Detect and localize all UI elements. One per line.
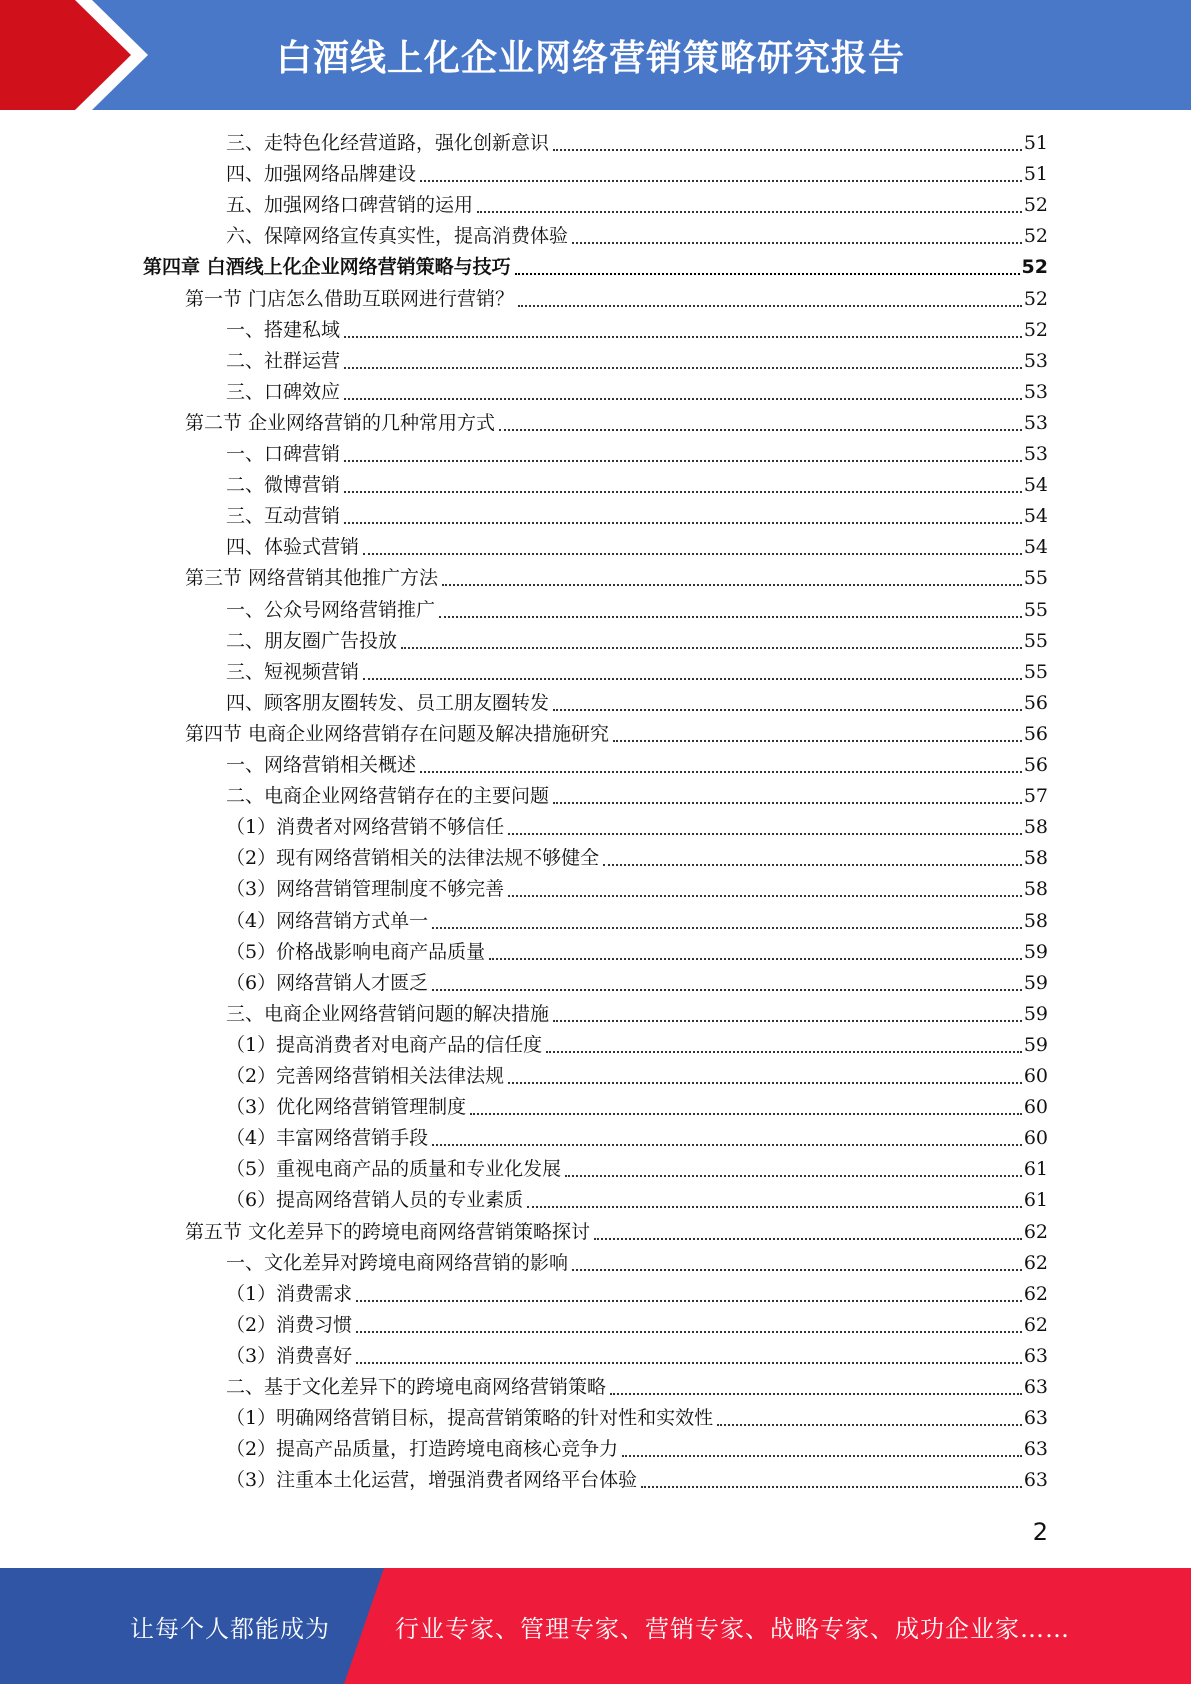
toc-entry-label: （2）现有网络营销相关的法律法规不够健全 bbox=[226, 847, 600, 870]
toc-dot-leader bbox=[420, 180, 1022, 182]
toc-entry-page: 56 bbox=[1023, 722, 1048, 745]
toc-entry-label: （5）重视电商产品的质量和专业化发展 bbox=[226, 1158, 562, 1181]
toc-subsection-entry[interactable] bbox=[226, 1372, 1048, 1403]
toc-entry-label: 四、加强网络品牌建设 bbox=[226, 163, 417, 186]
toc-subsection-entry[interactable] bbox=[226, 1030, 1048, 1061]
toc-dot-leader bbox=[432, 989, 1022, 991]
toc-entry-label: （1）消费需求 bbox=[226, 1282, 353, 1305]
toc-section-entry[interactable] bbox=[185, 563, 1048, 594]
page-number: 2 bbox=[1032, 1518, 1048, 1546]
toc-dot-leader bbox=[499, 429, 1022, 431]
toc-subsection-entry[interactable] bbox=[226, 781, 1048, 812]
toc-dot-leader bbox=[641, 1486, 1022, 1488]
toc-entry-page: 59 bbox=[1023, 1033, 1048, 1056]
toc-entry-page: 54 bbox=[1023, 505, 1048, 528]
toc-entry-label: 二、基于文化差异下的跨境电商网络营销策略 bbox=[226, 1376, 607, 1398]
toc-entry-label: 二、微博营销 bbox=[226, 474, 341, 497]
toc-dot-leader bbox=[717, 1424, 1022, 1426]
toc-entry-page: 62 bbox=[1023, 1251, 1048, 1274]
toc-dot-leader bbox=[401, 647, 1022, 649]
toc-entry-page: 60 bbox=[1023, 1127, 1048, 1150]
toc-dot-leader bbox=[565, 1175, 1022, 1177]
toc-subsection-entry[interactable] bbox=[226, 1123, 1048, 1154]
footer-slogan-left: 让每个人都能成为 bbox=[130, 1614, 330, 1643]
page-header bbox=[0, 0, 1191, 110]
toc-entry-label: （6）提高网络营销人员的专业素质 bbox=[226, 1189, 524, 1212]
toc-subsection-entry[interactable] bbox=[226, 1185, 1048, 1216]
toc-entry-label: 一、公众号网络营销推广 bbox=[226, 598, 436, 621]
toc-entry-label: 三、短视频营销 bbox=[226, 660, 360, 683]
toc-dot-leader bbox=[610, 1393, 1022, 1395]
toc-dot-leader bbox=[470, 1113, 1022, 1115]
toc-entry-label: 一、文化差异对跨境电商网络营销的影响 bbox=[226, 1251, 569, 1274]
toc-entry-page: 55 bbox=[1023, 629, 1048, 652]
toc-dot-leader bbox=[489, 958, 1022, 960]
toc-chapter-entry[interactable] bbox=[143, 252, 1048, 283]
toc-entry-label: 第五节 文化差异下的跨境电商网络营销策略探讨 bbox=[185, 1220, 591, 1243]
toc-subsection-entry[interactable] bbox=[226, 439, 1048, 470]
toc-subsection-entry[interactable] bbox=[226, 346, 1048, 377]
toc-subsection-entry[interactable] bbox=[226, 750, 1048, 781]
toc-entry-label: 二、朋友圈广告投放 bbox=[226, 629, 398, 652]
toc-section-entry[interactable] bbox=[185, 408, 1048, 439]
toc-entry-label: （3）优化网络营销管理制度 bbox=[226, 1096, 467, 1119]
toc-entry-page: 52 bbox=[1023, 318, 1048, 341]
toc-entry-page: 51 bbox=[1023, 163, 1048, 186]
toc-subsection-entry[interactable] bbox=[226, 501, 1048, 532]
toc-dot-leader bbox=[442, 584, 1022, 586]
toc-entry-page: 54 bbox=[1023, 536, 1048, 559]
toc-entry-label: 三、互动营销 bbox=[226, 505, 341, 528]
toc-entry-label: 第四节 电商企业网络营销存在问题及解决措施研究 bbox=[185, 722, 610, 745]
toc-dot-leader bbox=[603, 864, 1022, 866]
toc-entry-page: 55 bbox=[1023, 598, 1048, 621]
toc-entry-page: 60 bbox=[1023, 1096, 1048, 1119]
toc-subsection-entry[interactable] bbox=[226, 812, 1048, 843]
toc-entry-label: 四、体验式营销 bbox=[226, 536, 360, 559]
toc-subsection-entry[interactable] bbox=[226, 1310, 1048, 1341]
toc-entry-label: 二、电商企业网络营销存在的主要问题 bbox=[226, 785, 550, 808]
toc-entry-label: 一、网络营销相关概述 bbox=[226, 754, 417, 776]
toc-subsection-entry[interactable] bbox=[226, 595, 1048, 626]
toc-dot-leader bbox=[613, 740, 1022, 742]
toc-entry-page: 55 bbox=[1023, 660, 1048, 683]
toc-entry-page: 52 bbox=[1023, 194, 1048, 217]
toc-dot-leader bbox=[432, 927, 1022, 929]
toc-entry-label: （3）注重本土化运营，增强消费者网络平台体验 bbox=[226, 1469, 638, 1492]
toc-entry-page: 59 bbox=[1023, 971, 1048, 994]
toc-subsection-entry[interactable] bbox=[226, 315, 1048, 346]
toc-subsection-entry[interactable] bbox=[226, 1434, 1048, 1465]
toc-subsection-entry[interactable] bbox=[226, 1403, 1048, 1434]
toc-dot-leader bbox=[344, 522, 1022, 524]
toc-entry-page: 52 bbox=[1023, 287, 1048, 310]
toc-entry-page: 58 bbox=[1023, 878, 1048, 901]
toc-dot-leader bbox=[432, 1144, 1022, 1146]
toc-subsection-entry[interactable] bbox=[226, 1341, 1048, 1372]
toc-entry-page: 54 bbox=[1023, 474, 1048, 497]
toc-dot-leader bbox=[553, 802, 1022, 804]
toc-dot-leader bbox=[344, 491, 1022, 493]
toc-dot-leader bbox=[572, 242, 1022, 244]
toc-entry-label: （6）网络营销人才匮乏 bbox=[226, 971, 429, 994]
toc-entry-page: 63 bbox=[1023, 1376, 1048, 1398]
toc-subsection-entry[interactable] bbox=[226, 843, 1048, 874]
toc-entry-page: 57 bbox=[1023, 785, 1048, 808]
toc-subsection-entry[interactable] bbox=[226, 688, 1048, 719]
toc-subsection-entry[interactable] bbox=[226, 128, 1048, 159]
toc-entry-label: 第一节 门店怎么借助互联网进行营销？ bbox=[185, 287, 515, 310]
toc-section-entry[interactable] bbox=[185, 719, 1048, 750]
toc-entry-page: 56 bbox=[1023, 691, 1048, 714]
toc-entry-page: 58 bbox=[1023, 909, 1048, 932]
report-title: 白酒线上化企业网络营销策略研究报告 bbox=[275, 37, 905, 79]
toc-dot-leader bbox=[344, 460, 1022, 462]
toc-subsection-entry[interactable] bbox=[226, 1465, 1048, 1496]
toc-dot-leader bbox=[553, 149, 1022, 151]
toc-entry-label: 三、走特色化经营道路，强化创新意识 bbox=[226, 132, 550, 154]
toc-entry-page: 52 bbox=[1021, 256, 1048, 279]
toc-dot-leader bbox=[527, 1206, 1022, 1208]
toc-entry-label: 三、口碑效应 bbox=[226, 380, 341, 403]
toc-subsection-entry[interactable] bbox=[226, 377, 1048, 408]
toc-dot-leader bbox=[363, 678, 1022, 680]
toc-entry-page: 62 bbox=[1023, 1220, 1048, 1243]
toc-entry-label: 第三节 网络营销其他推广方法 bbox=[185, 567, 439, 590]
toc-dot-leader bbox=[344, 367, 1022, 369]
toc-subsection-entry[interactable] bbox=[226, 1248, 1048, 1279]
toc-subsection-entry[interactable] bbox=[226, 1279, 1048, 1310]
toc-dot-leader bbox=[356, 1362, 1022, 1364]
toc-entry-label: （1）消费者对网络营销不够信任 bbox=[226, 816, 505, 839]
toc-entry-label: （1）明确网络营销目标，提高营销策略的针对性和实效性 bbox=[226, 1407, 714, 1430]
toc-subsection-entry[interactable] bbox=[226, 999, 1048, 1030]
toc-dot-leader bbox=[356, 1331, 1022, 1333]
toc-entry-label: 第四章 白酒线上化企业网络营销策略与技巧 bbox=[143, 256, 511, 279]
toc-entry-label: 一、口碑营销 bbox=[226, 443, 341, 465]
toc-entry-page: 62 bbox=[1023, 1282, 1048, 1305]
toc-dot-leader bbox=[546, 1051, 1022, 1053]
toc-entry-label: （2）提高产品质量，打造跨境电商核心竞争力 bbox=[226, 1438, 619, 1461]
toc-subsection-entry[interactable] bbox=[226, 1154, 1048, 1185]
toc-entry-page: 59 bbox=[1023, 940, 1048, 963]
toc-entry-page: 58 bbox=[1023, 847, 1048, 870]
toc-entry-page: 58 bbox=[1023, 816, 1048, 839]
toc-dot-leader bbox=[344, 398, 1022, 400]
toc-dot-leader bbox=[553, 709, 1022, 711]
toc-entry-label: 二、社群运营 bbox=[226, 349, 341, 372]
toc-entry-page: 63 bbox=[1023, 1438, 1048, 1461]
toc-entry-page: 61 bbox=[1023, 1158, 1048, 1181]
footer-slogan-right: 行业专家、管理专家、营销专家、战略专家、成功企业家…… bbox=[395, 1614, 1070, 1643]
toc-dot-leader bbox=[515, 273, 1020, 275]
toc-subsection-entry[interactable] bbox=[226, 874, 1048, 905]
toc-entry-label: 三、电商企业网络营销问题的解决措施 bbox=[226, 1002, 550, 1025]
toc-entry-label: 五、加强网络口碑营销的运用 bbox=[226, 194, 474, 217]
toc-entry-label: 第二节 企业网络营销的几种常用方式 bbox=[185, 411, 496, 434]
toc-entry-page: 55 bbox=[1023, 567, 1048, 590]
toc-dot-leader bbox=[594, 1238, 1022, 1240]
toc-entry-page: 51 bbox=[1023, 132, 1048, 154]
toc-dot-leader bbox=[508, 1082, 1022, 1084]
toc-entry-page: 59 bbox=[1023, 1002, 1048, 1025]
toc-dot-leader bbox=[518, 305, 1022, 307]
toc-subsection-entry[interactable] bbox=[226, 626, 1048, 657]
toc-subsection-entry[interactable] bbox=[226, 937, 1048, 968]
toc-entry-label: （1）提高消费者对电商产品的信任度 bbox=[226, 1033, 543, 1056]
toc-entry-page: 53 bbox=[1023, 443, 1048, 465]
toc-dot-leader bbox=[439, 616, 1022, 618]
toc-entry-label: （4）丰富网络营销手段 bbox=[226, 1127, 429, 1150]
toc-entry-label: （4）网络营销方式单一 bbox=[226, 909, 429, 932]
page-footer bbox=[0, 1568, 1191, 1684]
toc-entry-label: （2）完善网络营销相关法律法规 bbox=[226, 1065, 505, 1087]
toc-dot-leader bbox=[363, 553, 1022, 555]
toc-entry-page: 53 bbox=[1023, 380, 1048, 403]
toc-subsection-entry[interactable] bbox=[226, 968, 1048, 999]
toc-dot-leader bbox=[508, 833, 1022, 835]
toc-dot-leader bbox=[622, 1455, 1022, 1457]
toc-entry-page: 62 bbox=[1023, 1313, 1048, 1336]
toc-dot-leader bbox=[344, 336, 1022, 338]
toc-subsection-entry[interactable] bbox=[226, 159, 1048, 190]
toc-entry-page: 52 bbox=[1023, 225, 1048, 248]
toc-entry-label: （3）消费喜好 bbox=[226, 1344, 353, 1367]
toc-subsection-entry[interactable] bbox=[226, 657, 1048, 688]
toc-entry-page: 61 bbox=[1023, 1189, 1048, 1212]
toc-subsection-entry[interactable] bbox=[226, 221, 1048, 252]
toc-entry-page: 63 bbox=[1023, 1407, 1048, 1430]
header-arrow-decoration bbox=[0, 0, 160, 110]
toc-dot-leader bbox=[553, 1020, 1022, 1022]
toc-entry-page: 53 bbox=[1023, 411, 1048, 434]
toc-entry-label: （3）网络营销管理制度不够完善 bbox=[226, 878, 505, 901]
toc-entry-page: 63 bbox=[1023, 1344, 1048, 1367]
toc-entry-page: 60 bbox=[1023, 1065, 1048, 1087]
toc-subsection-entry[interactable] bbox=[226, 190, 1048, 221]
toc-subsection-entry[interactable] bbox=[226, 1092, 1048, 1123]
toc-entry-page: 63 bbox=[1023, 1469, 1048, 1492]
toc-entry-label: 一、搭建私域 bbox=[226, 318, 341, 341]
toc-section-entry[interactable] bbox=[185, 284, 1048, 315]
toc-dot-leader bbox=[477, 211, 1022, 213]
toc-subsection-entry[interactable] bbox=[226, 1061, 1048, 1092]
toc-entry-page: 53 bbox=[1023, 349, 1048, 372]
toc-dot-leader bbox=[356, 1300, 1022, 1302]
toc-dot-leader bbox=[508, 895, 1022, 897]
toc-subsection-entry[interactable] bbox=[226, 470, 1048, 501]
toc-subsection-entry[interactable] bbox=[226, 906, 1048, 937]
toc-entry-page: 56 bbox=[1023, 754, 1048, 776]
toc-entry-label: （2）消费习惯 bbox=[226, 1313, 353, 1336]
toc-entry-label: 四、顾客朋友圈转发、员工朋友圈转发 bbox=[226, 691, 550, 714]
toc-section-entry[interactable] bbox=[185, 1217, 1048, 1248]
toc-entry-label: （5）价格战影响电商产品质量 bbox=[226, 940, 486, 963]
toc-dot-leader bbox=[420, 771, 1022, 773]
toc-entry-label: 六、保障网络宣传真实性，提高消费体验 bbox=[226, 225, 569, 248]
toc-subsection-entry[interactable] bbox=[226, 532, 1048, 563]
toc-dot-leader bbox=[572, 1269, 1022, 1271]
